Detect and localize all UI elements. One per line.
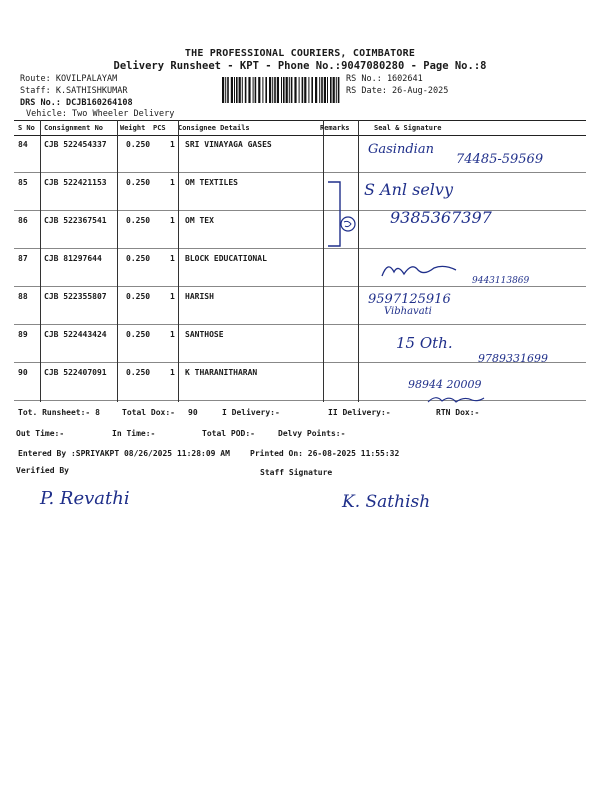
row-pcs: 1	[170, 330, 175, 339]
column-divider	[178, 120, 179, 402]
column-divider	[40, 120, 41, 402]
vehicle-label: Vehicle: Two Wheeler Delivery	[26, 109, 175, 119]
row-pcs: 1	[170, 368, 175, 377]
out-time: Out Time:-	[16, 429, 65, 438]
row-pcs: 1	[170, 292, 175, 301]
verified-by-label: Verified By	[16, 466, 69, 475]
verifier-signature: P. Revathi	[40, 488, 130, 509]
table-row	[14, 210, 586, 249]
rs-date: RS Date: 26-Aug-2025	[346, 86, 449, 96]
ii-delivery: II Delivery:-	[328, 408, 391, 417]
col-sno: S No	[18, 124, 35, 132]
rs-number: RS No.: 1602641	[346, 74, 423, 84]
row-weight: 0.250	[126, 368, 151, 377]
col-weight: Weight	[120, 124, 146, 132]
row-consignee: OM TEXTILES	[185, 178, 238, 187]
row-consignee: BLOCK EDUCATIONAL	[185, 254, 267, 263]
company-title: THE PROFESSIONAL COURIERS, COIMBATORE	[184, 48, 416, 59]
handwritten-phone: 9443113869	[472, 276, 530, 286]
signature-scribble	[426, 392, 486, 406]
row-weight: 0.250	[126, 254, 151, 263]
row-weight: 0.250	[126, 292, 151, 301]
route-label: Route: KOVILPALAYAM	[20, 74, 118, 84]
row-weight: 0.250	[126, 140, 151, 149]
table-row	[14, 172, 586, 211]
staff-signature: K. Sathish	[342, 492, 431, 512]
row-consignee: HARISH	[185, 292, 214, 301]
row-consignment: CJB 81297644	[44, 254, 102, 263]
signature-scribble	[378, 258, 468, 280]
handwritten-phone: 9789331699	[478, 352, 548, 365]
handwritten-signature: S Anl selvy	[364, 180, 453, 199]
col-seal: Seal & Signature	[374, 124, 442, 132]
rtn-dox: RTN Dox:-	[436, 408, 480, 417]
handwritten-note: 15 Oth.	[396, 334, 453, 352]
row-sno: 86	[18, 216, 28, 225]
row-weight: 0.250	[126, 178, 151, 187]
printed-on: Printed On: 26-08-2025 11:55:32	[250, 449, 400, 458]
row-sno: 90	[18, 368, 28, 377]
row-consignment: CJB 522443424	[44, 330, 107, 339]
row-consignee: SANTHOSE	[185, 330, 224, 339]
row-consignment: CJB 522421153	[44, 178, 107, 187]
total-dox-value: 90	[188, 408, 198, 417]
col-consignee: Consignee Details	[178, 124, 250, 132]
total-runsheet: Tot. Runsheet:- 8	[18, 408, 100, 417]
total-dox-label: Total Dox:-	[122, 408, 175, 417]
column-divider	[323, 120, 324, 402]
row-consignee: OM TEX	[185, 216, 214, 225]
total-pod: Total POD:-	[202, 429, 255, 438]
row-pcs: 1	[170, 140, 175, 149]
row-consignment: CJB 522355807	[44, 292, 107, 301]
handwritten-name: Gasindian	[368, 142, 434, 157]
row-pcs: 1	[170, 178, 175, 187]
i-delivery: I Delivery:-	[222, 408, 280, 417]
row-consignment: CJB 522407091	[44, 368, 107, 377]
entered-by: Entered By :SPRIYAKPT 08/26/2025 11:28:09 AM	[18, 449, 230, 458]
row-sno: 84	[18, 140, 28, 149]
column-divider	[117, 120, 118, 402]
staff-label: Staff: K.SATHISHKUMAR	[20, 86, 128, 96]
handwritten-phone: 9385367397	[390, 208, 492, 227]
row-pcs: 1	[170, 216, 175, 225]
row-consignment: CJB 522454337	[44, 140, 107, 149]
row-pcs: 1	[170, 254, 175, 263]
handwritten-note: Vibhavati	[384, 306, 432, 317]
barcode-image	[222, 77, 340, 103]
handwritten-phone: 9597125916	[368, 292, 451, 307]
handwritten-phone: 74485-59569	[456, 152, 544, 167]
table-row	[14, 286, 586, 325]
col-remarks: Remarks	[320, 124, 350, 132]
row-sno: 87	[18, 254, 28, 263]
row-consignment: CJB 522367541	[44, 216, 107, 225]
row-consignee: SRI VINAYAGA GASES	[185, 140, 272, 149]
handwritten-phone: 98944 20009	[408, 378, 482, 391]
bracket-mark	[318, 180, 368, 250]
row-sno: 89	[18, 330, 28, 339]
row-weight: 0.250	[126, 330, 151, 339]
staff-signature-label: Staff Signature	[260, 468, 333, 477]
row-sno: 85	[18, 178, 28, 187]
col-consignment: Consignment No	[44, 124, 104, 132]
runsheet-subtitle: Delivery Runsheet - KPT - Phone No.:9047080280 - Page No.:8	[113, 60, 487, 72]
column-divider	[358, 120, 359, 402]
row-sno: 88	[18, 292, 28, 301]
col-pcs: PCS	[153, 124, 166, 132]
drs-number: DRS No.: DCJB160264108	[20, 98, 133, 108]
row-weight: 0.250	[126, 216, 151, 225]
table-row	[14, 362, 586, 401]
delvy-points: Delvy Points:-	[278, 429, 346, 438]
row-consignee: K THARANITHARAN	[185, 368, 258, 377]
in-time: In Time:-	[112, 429, 156, 438]
